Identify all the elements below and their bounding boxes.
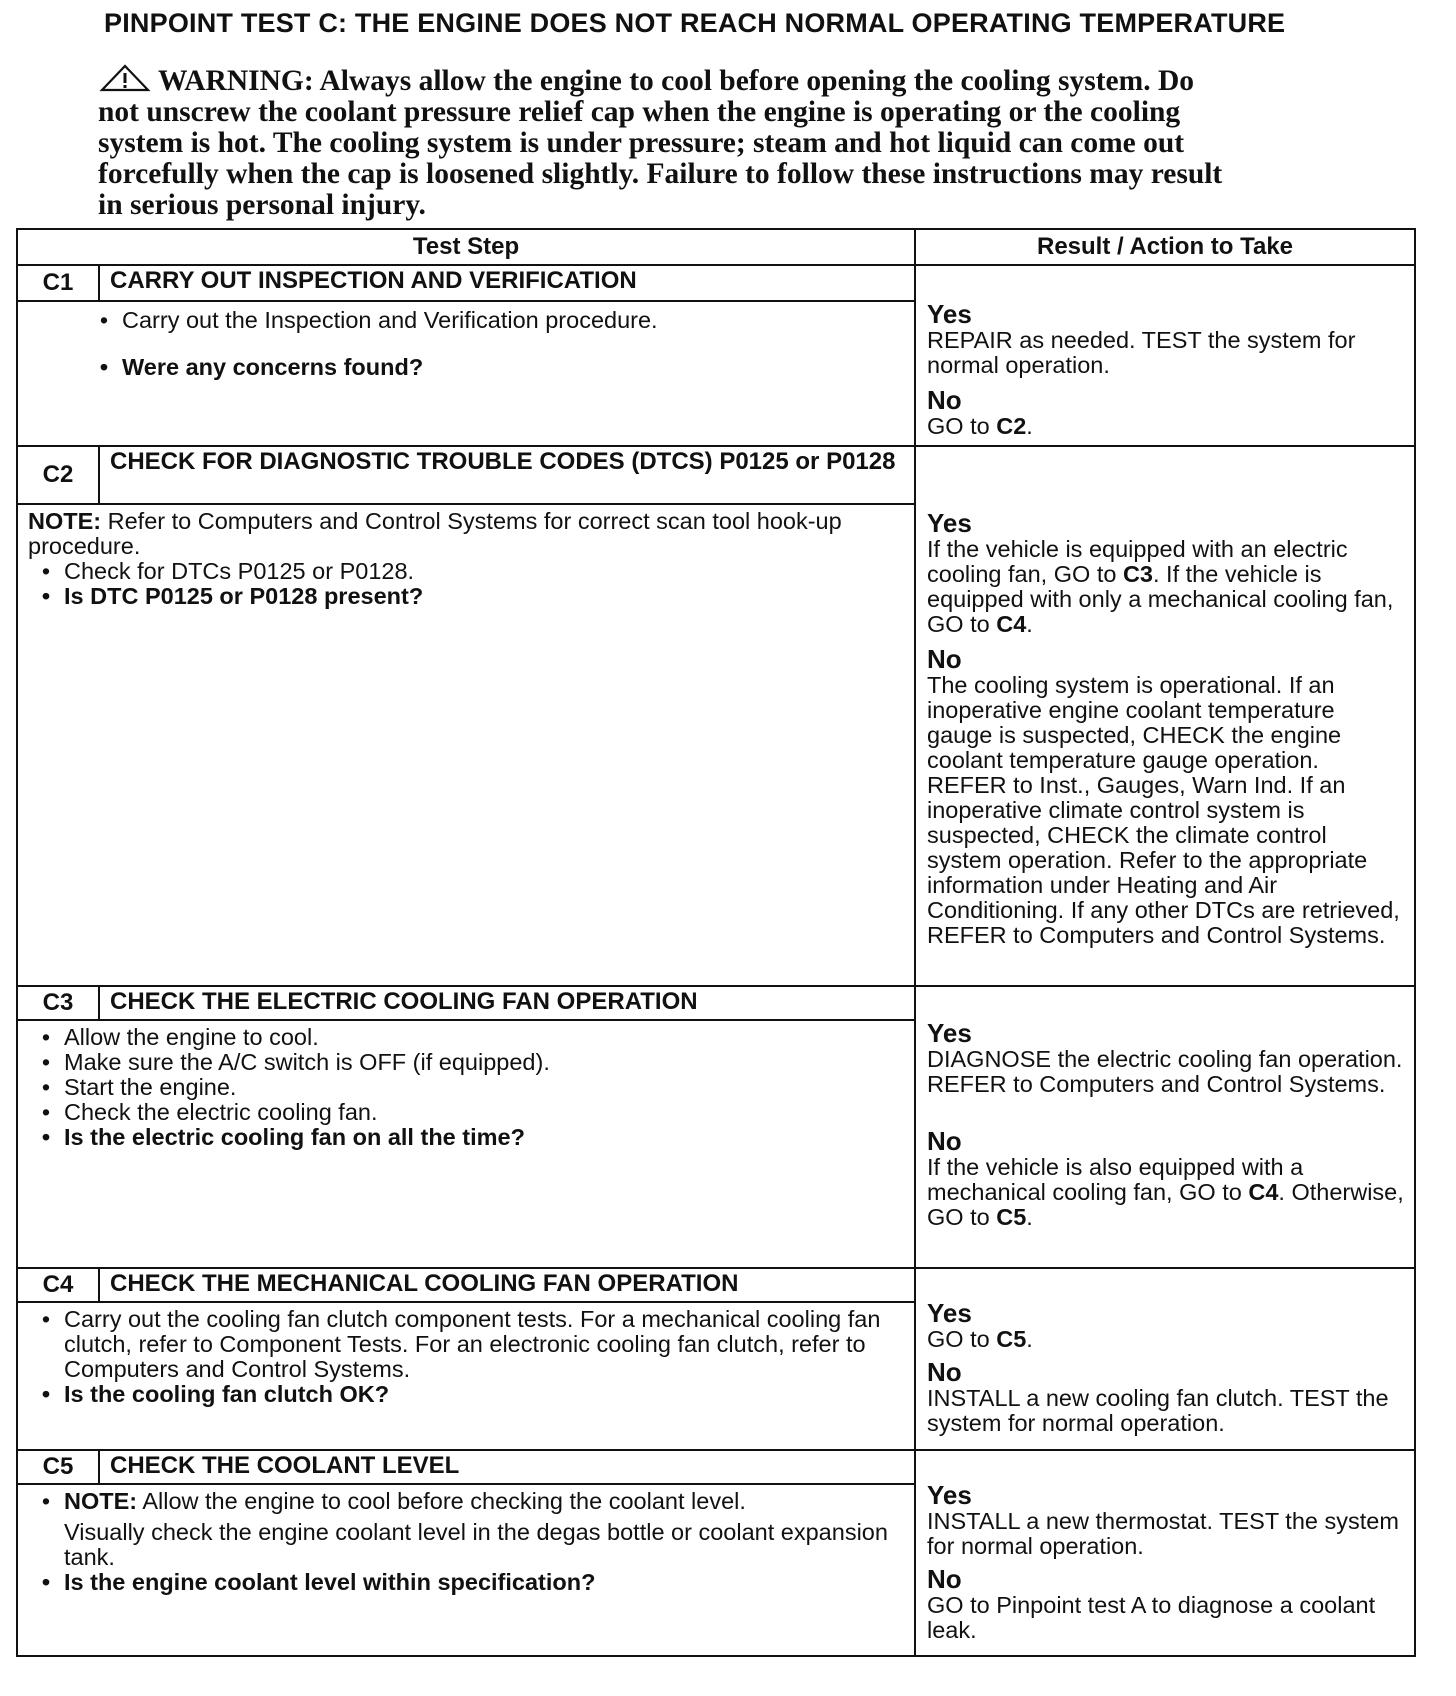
- yes-text: If the vehicle is equipped with an electric cooling fan, GO to C3. If the vehicle is equipped with only a mechanical cooling fan, GO to C4.: [927, 536, 1394, 637]
- step-id: C2: [17, 446, 99, 504]
- bullet-item: • Make sure the A/C switch is OFF (if equipped).: [41, 1049, 550, 1075]
- question: • Is the engine coolant level within specification?: [41, 1569, 596, 1595]
- warning-line: forcefully when the cap is loosened slightly. Failure to follow these instructions may result: [98, 158, 1223, 190]
- warning-block: [98, 64, 1348, 221]
- step-id: C5: [17, 1450, 99, 1484]
- no-text: GO to Pinpoint test A to diagnose a coolant leak.: [927, 1592, 1376, 1643]
- bullet-item: • Carry out the Inspection and Verification procedure.: [99, 307, 658, 334]
- step-result: [915, 1268, 1415, 1450]
- bullet-item: • Check the electric cooling fan.: [41, 1099, 378, 1125]
- step-title: CHECK FOR DIAGNOSTIC TROUBLE CODES (DTCS) P0125 or P0128: [99, 446, 915, 504]
- step-id: C4: [17, 1268, 99, 1302]
- no-text: If the vehicle is also equipped with a mechanical cooling fan, GO to C4. Otherwise, GO to C5.: [927, 1154, 1404, 1230]
- warning-line: system is hot. The cooling system is under pressure; steam and hot liquid can come out: [98, 127, 1185, 159]
- step-result: [915, 1450, 1415, 1656]
- question: • Is the electric cooling fan on all the time?: [41, 1124, 525, 1150]
- step-result: [915, 986, 1415, 1268]
- warning-triangle-icon: [98, 64, 152, 92]
- no-text: GO to C2.: [927, 413, 1033, 439]
- note: NOTE: Refer to Computers and Control Systems for correct scan tool hook-up procedure.: [28, 508, 842, 559]
- step-body: [17, 504, 915, 986]
- no-text: The cooling system is operational. If an inoperative engine coolant temperature gauge is suspected, CHECK the engine coolant temperature gauge operation. REFER to Inst., Gauges, Warn Ind. If an inoperative climate control system is suspected, CHECK the climate control system operation. Refer to the appropriate information under Heating and Air Conditioning. If any other DTCs are retrieved, REFER to Computers and Control Systems.: [927, 672, 1400, 948]
- bullet-item: • Carry out the cooling fan clutch component tests. For a mechanical cooling fan clutch, refer to Component Tests. For an electronic cooling fan clutch, refer to Computers and Control Systems.: [41, 1306, 881, 1382]
- no-label: No: [927, 644, 962, 674]
- yes-text: INSTALL a new thermostat. TEST the system for normal operation.: [927, 1508, 1399, 1559]
- no-label: No: [927, 1357, 962, 1387]
- page-title: PINPOINT TEST C: THE ENGINE DOES NOT REACH NORMAL OPERATING TEMPERATURE: [104, 8, 1286, 38]
- step-title: CHECK THE COOLANT LEVEL: [99, 1450, 915, 1484]
- step-title: CHECK THE ELECTRIC COOLING FAN OPERATION: [99, 986, 915, 1020]
- bullet-item: • Check for DTCs P0125 or P0128.: [41, 558, 415, 584]
- question: • Is the cooling fan clutch OK?: [41, 1381, 390, 1407]
- header-result: Result / Action to Take: [915, 229, 1415, 265]
- no-text: INSTALL a new cooling fan clutch. TEST the system for normal operation.: [927, 1385, 1389, 1436]
- step-id: C1: [17, 265, 99, 301]
- bullet-item: • Start the engine.: [41, 1074, 237, 1100]
- no-label: No: [927, 385, 962, 415]
- note: • NOTE: Allow the engine to cool before checking the coolant level.: [41, 1488, 746, 1514]
- header-test-step: Test Step: [17, 229, 915, 265]
- step-body: [17, 301, 915, 446]
- paragraph: Visually check the engine coolant level in the degas bottle or coolant expansion tank.: [64, 1519, 888, 1570]
- warning-line: not unscrew the coolant pressure relief cap when the engine is operating or the cooling: [98, 96, 1181, 128]
- no-label: No: [927, 1126, 962, 1156]
- yes-label: Yes: [927, 299, 972, 329]
- question: • Were any concerns found?: [99, 354, 424, 381]
- step-title: CARRY OUT INSPECTION AND VERIFICATION: [99, 265, 915, 301]
- yes-label: Yes: [927, 1018, 972, 1048]
- yes-text: REPAIR as needed. TEST the system for normal operation.: [927, 327, 1356, 378]
- bullet-item: • Allow the engine to cool.: [41, 1024, 319, 1050]
- warning-text-1: WARNING: Always allow the engine to cool before opening the cooling system. Do: [158, 65, 1195, 97]
- yes-label: Yes: [927, 1480, 972, 1510]
- step-id: C3: [17, 986, 99, 1020]
- warning-line: in serious personal injury.: [98, 189, 426, 221]
- step-result: [915, 265, 1415, 446]
- question: • Is DTC P0125 or P0128 present?: [41, 583, 424, 609]
- step-title: CHECK THE MECHANICAL COOLING FAN OPERATION: [99, 1268, 915, 1302]
- warning-line: [98, 64, 1348, 97]
- step-result: [915, 446, 1415, 986]
- yes-text: GO to C5.: [927, 1326, 1033, 1352]
- step-body: [17, 1302, 915, 1450]
- yes-label: Yes: [927, 508, 972, 538]
- yes-text: DIAGNOSE the electric cooling fan operation. REFER to Computers and Control Systems.: [927, 1046, 1403, 1097]
- pinpoint-table: [16, 228, 1416, 1657]
- yes-label: Yes: [927, 1298, 972, 1328]
- no-label: No: [927, 1564, 962, 1594]
- step-body: [17, 1484, 915, 1656]
- step-body: [17, 1020, 915, 1268]
